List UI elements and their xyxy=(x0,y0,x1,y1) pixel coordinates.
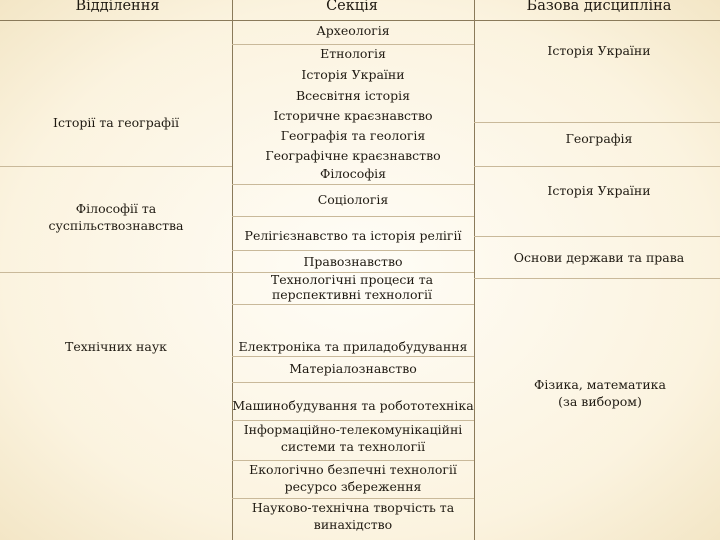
department-history-geography: Історії та географії xyxy=(53,115,179,130)
section-archaeology: Археологія xyxy=(316,23,390,38)
section-geographic-local-studies: Географічне краєзнавство xyxy=(265,148,441,163)
section-ethnology: Етнологія xyxy=(320,46,386,61)
section-materials-science: Матеріалознавство xyxy=(289,361,417,376)
section-ecological-technologies: Екологічно безпечні технології ресурсо збереження xyxy=(249,462,457,494)
section-sociology: Соціологія xyxy=(317,192,389,207)
department-philosophy-social: Філософії та суспільствознавства xyxy=(48,201,184,233)
section-law: Правознавство xyxy=(303,254,403,269)
header-section: Секція xyxy=(326,0,378,14)
section-scientific-creativity: Науково-технічна творчість та винахідство xyxy=(251,500,455,532)
department-divider-1 xyxy=(0,166,232,167)
section-historical-local-studies: Історичне краєзнавство xyxy=(273,108,433,123)
section-electronics: Електроніка та приладобудування xyxy=(238,339,468,354)
discipline-physics-math: Фізика, математика (за вибором) xyxy=(534,377,666,409)
discipline-divider-3 xyxy=(474,236,720,237)
section-divider-2 xyxy=(232,184,474,185)
discipline-history-ukraine-2: Історія України xyxy=(547,183,651,198)
discipline-geography: Географія xyxy=(565,131,633,146)
section-divider-3 xyxy=(232,216,474,217)
header-divider xyxy=(0,20,720,21)
section-religious-studies: Релігієзнавство та історія релігії xyxy=(244,228,462,243)
discipline-divider-1 xyxy=(474,122,720,123)
section-divider-4 xyxy=(232,250,474,251)
discipline-history-ukraine-1: Історія України xyxy=(547,43,651,58)
section-divider-8 xyxy=(232,382,474,383)
section-divider-7 xyxy=(232,356,474,357)
discipline-divider-4 xyxy=(474,278,720,279)
header-department: Відділення xyxy=(75,0,160,14)
discipline-divider-2 xyxy=(474,166,720,167)
discipline-state-law-basics: Основи держави та права xyxy=(513,250,685,265)
section-history-ukraine: Історія України xyxy=(301,67,405,82)
department-divider-2 xyxy=(0,272,232,273)
section-infocommunication: Інформаційно-телекомунікаційні системи та технології xyxy=(243,422,463,454)
section-technological-processes: Технологічні процеси та перспективні технології xyxy=(270,272,434,302)
header-base-discipline: Базова дисципліна xyxy=(526,0,672,14)
section-philosophy: Філософія xyxy=(319,166,387,181)
department-technical: Технічних наук xyxy=(64,339,167,354)
section-divider-6 xyxy=(232,304,474,305)
section-mechanical-engineering: Машинобудування та робототехніка xyxy=(232,398,474,413)
column-divider-2 xyxy=(474,0,475,540)
section-world-history: Всесвітня історія xyxy=(295,88,411,103)
section-geography-geology: Географія та геологія xyxy=(280,128,426,143)
